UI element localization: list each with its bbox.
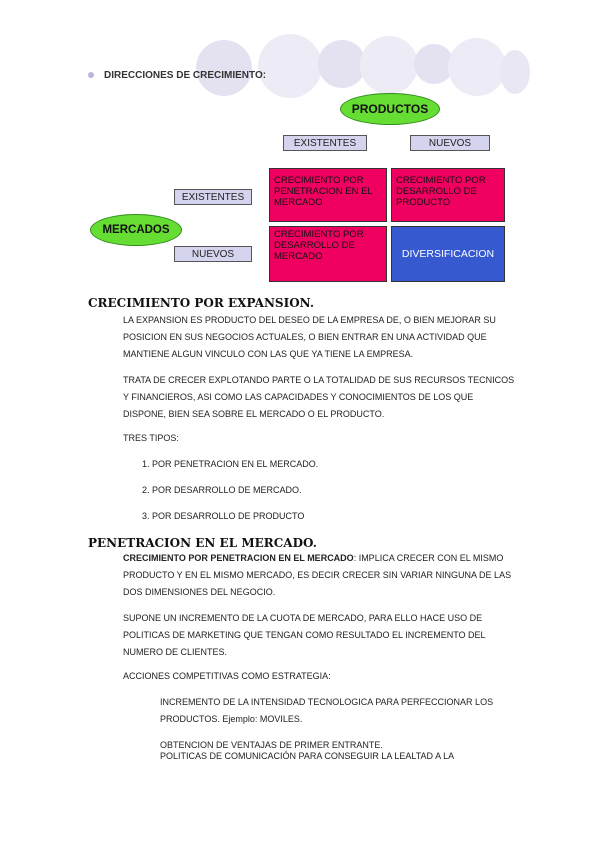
section1-para1: LA EXPANSION ES PRODUCTO DEL DESEO DE LA EMPRESA DE, O BIEN MEJORAR SU POSICION EN SUS NEGOCIOS ACTUALES, O BIEN ENTRAR EN UNA ACTIVIDAD QUE MANTIENE ALGUN VINCULO CON LAS QUE YA TIENE LA EMPRESA.: [123, 315, 496, 359]
section2-lead: [123, 550, 518, 601]
tipo-item: 3. POR DESARROLLO DE PRODUCTO: [142, 511, 305, 521]
section2-title: PENETRACION EN EL MERCADO.: [88, 536, 317, 550]
decorative-circle: [500, 50, 530, 94]
cell-diversificacion-text: DIVERSIFICACION: [401, 247, 495, 260]
section2-lead-rest: : IMPLICA CRECER CON EL MISMO PRODUCTO Y EN EL MISMO MERCADO, ES DECIR CRECER SIN VARIAR NINGUNA DE LAS DOS DIMENSIONES DEL NEGOCIO.: [123, 553, 512, 597]
section1-title: CRECIMIENTO POR EXPANSION.: [88, 296, 315, 310]
col-existentes-label: EXISTENTES: [293, 137, 357, 149]
row-existentes-tag: [174, 189, 252, 205]
accion-item: INCREMENTO DE LA INTENSIDAD TECNOLOGICA PARA PERFECCIONAR LOS PRODUCTOS. Ejemplo: MOVILES.: [160, 697, 494, 724]
section2-lead-bold: CRECIMIENTO POR PENETRACION EN EL MERCADO: [123, 553, 354, 563]
accion-item: OBTENCION DE VENTAJAS DE PRIMER ENTRANTE.: [160, 740, 383, 750]
section1-para2: TRATA DE CRECER EXPLOTANDO PARTE O LA TOTALIDAD DE SUS RECURSOS TECNICOS Y FINANCIEROS, ASI COMO LAS CAPACIDADES Y CONOCIMIENTOS DE LOS QUE DISPONE, BIEN SEA SOBRE EL MERCADO O EL PRODUCTO.: [123, 375, 515, 419]
cell-diversificacion: [391, 226, 505, 282]
mercados-label: MERCADOS: [102, 224, 170, 236]
cell-desarrollo-mercado: [269, 226, 387, 282]
productos-oval: [340, 93, 440, 125]
tipo-item: 2. POR DESARROLLO DE MERCADO.: [142, 485, 302, 495]
row-existentes-label: EXISTENTES: [181, 191, 245, 203]
decorative-circle: [318, 40, 366, 88]
row-nuevos-tag: [174, 246, 252, 262]
mercados-oval: [90, 214, 182, 246]
productos-label: PRODUCTOS: [351, 102, 429, 116]
row-nuevos-label: NUEVOS: [191, 248, 235, 260]
col-existentes-tag: [283, 135, 367, 151]
cell-desarrollo-mercado-text: CRECIMIENTO POR DESARROLLO DE MERCADO: [274, 229, 364, 262]
tipo-item: 1. POR PENETRACION EN EL MERCADO.: [142, 459, 319, 469]
decorative-circle: [196, 40, 252, 96]
bullet-icon: [88, 72, 94, 78]
section1-tipos-label: TRES TIPOS:: [123, 433, 179, 443]
cell-desarrollo-producto-text: CRECIMIENTO POR DESARROLLO DE PRODUCTO: [396, 175, 486, 208]
cell-desarrollo-producto: [391, 168, 505, 222]
decorative-circle: [448, 38, 506, 96]
section2-para2: SUPONE UN INCREMENTO DE LA CUOTA DE MERCADO, PARA ELLO HACE USO DE POLITICAS DE MARKETING QUE TENGAN COMO RESULTADO EL INCREMENTO DEL NUMERO DE CLIENTES.: [123, 613, 486, 657]
decorative-circle: [360, 36, 418, 94]
accion-item: POLITICAS DE COMUNICACIÓN PARA CONSEGUIR LA LEALTAD A LA: [160, 751, 455, 761]
col-nuevos-label: NUEVOS: [428, 137, 472, 149]
cell-penetracion-text: CRECIMIENTO POR PENETRACION EN EL MERCADO: [274, 175, 373, 208]
cell-penetracion: [269, 168, 387, 222]
col-nuevos-tag: [410, 135, 490, 151]
section2-acciones-label: ACCIONES COMPETITIVAS COMO ESTRATEGIA:: [123, 671, 331, 681]
header-label: DIRECCIONES DE CRECIMIENTO:: [104, 70, 267, 81]
decorative-circle: [258, 34, 322, 98]
